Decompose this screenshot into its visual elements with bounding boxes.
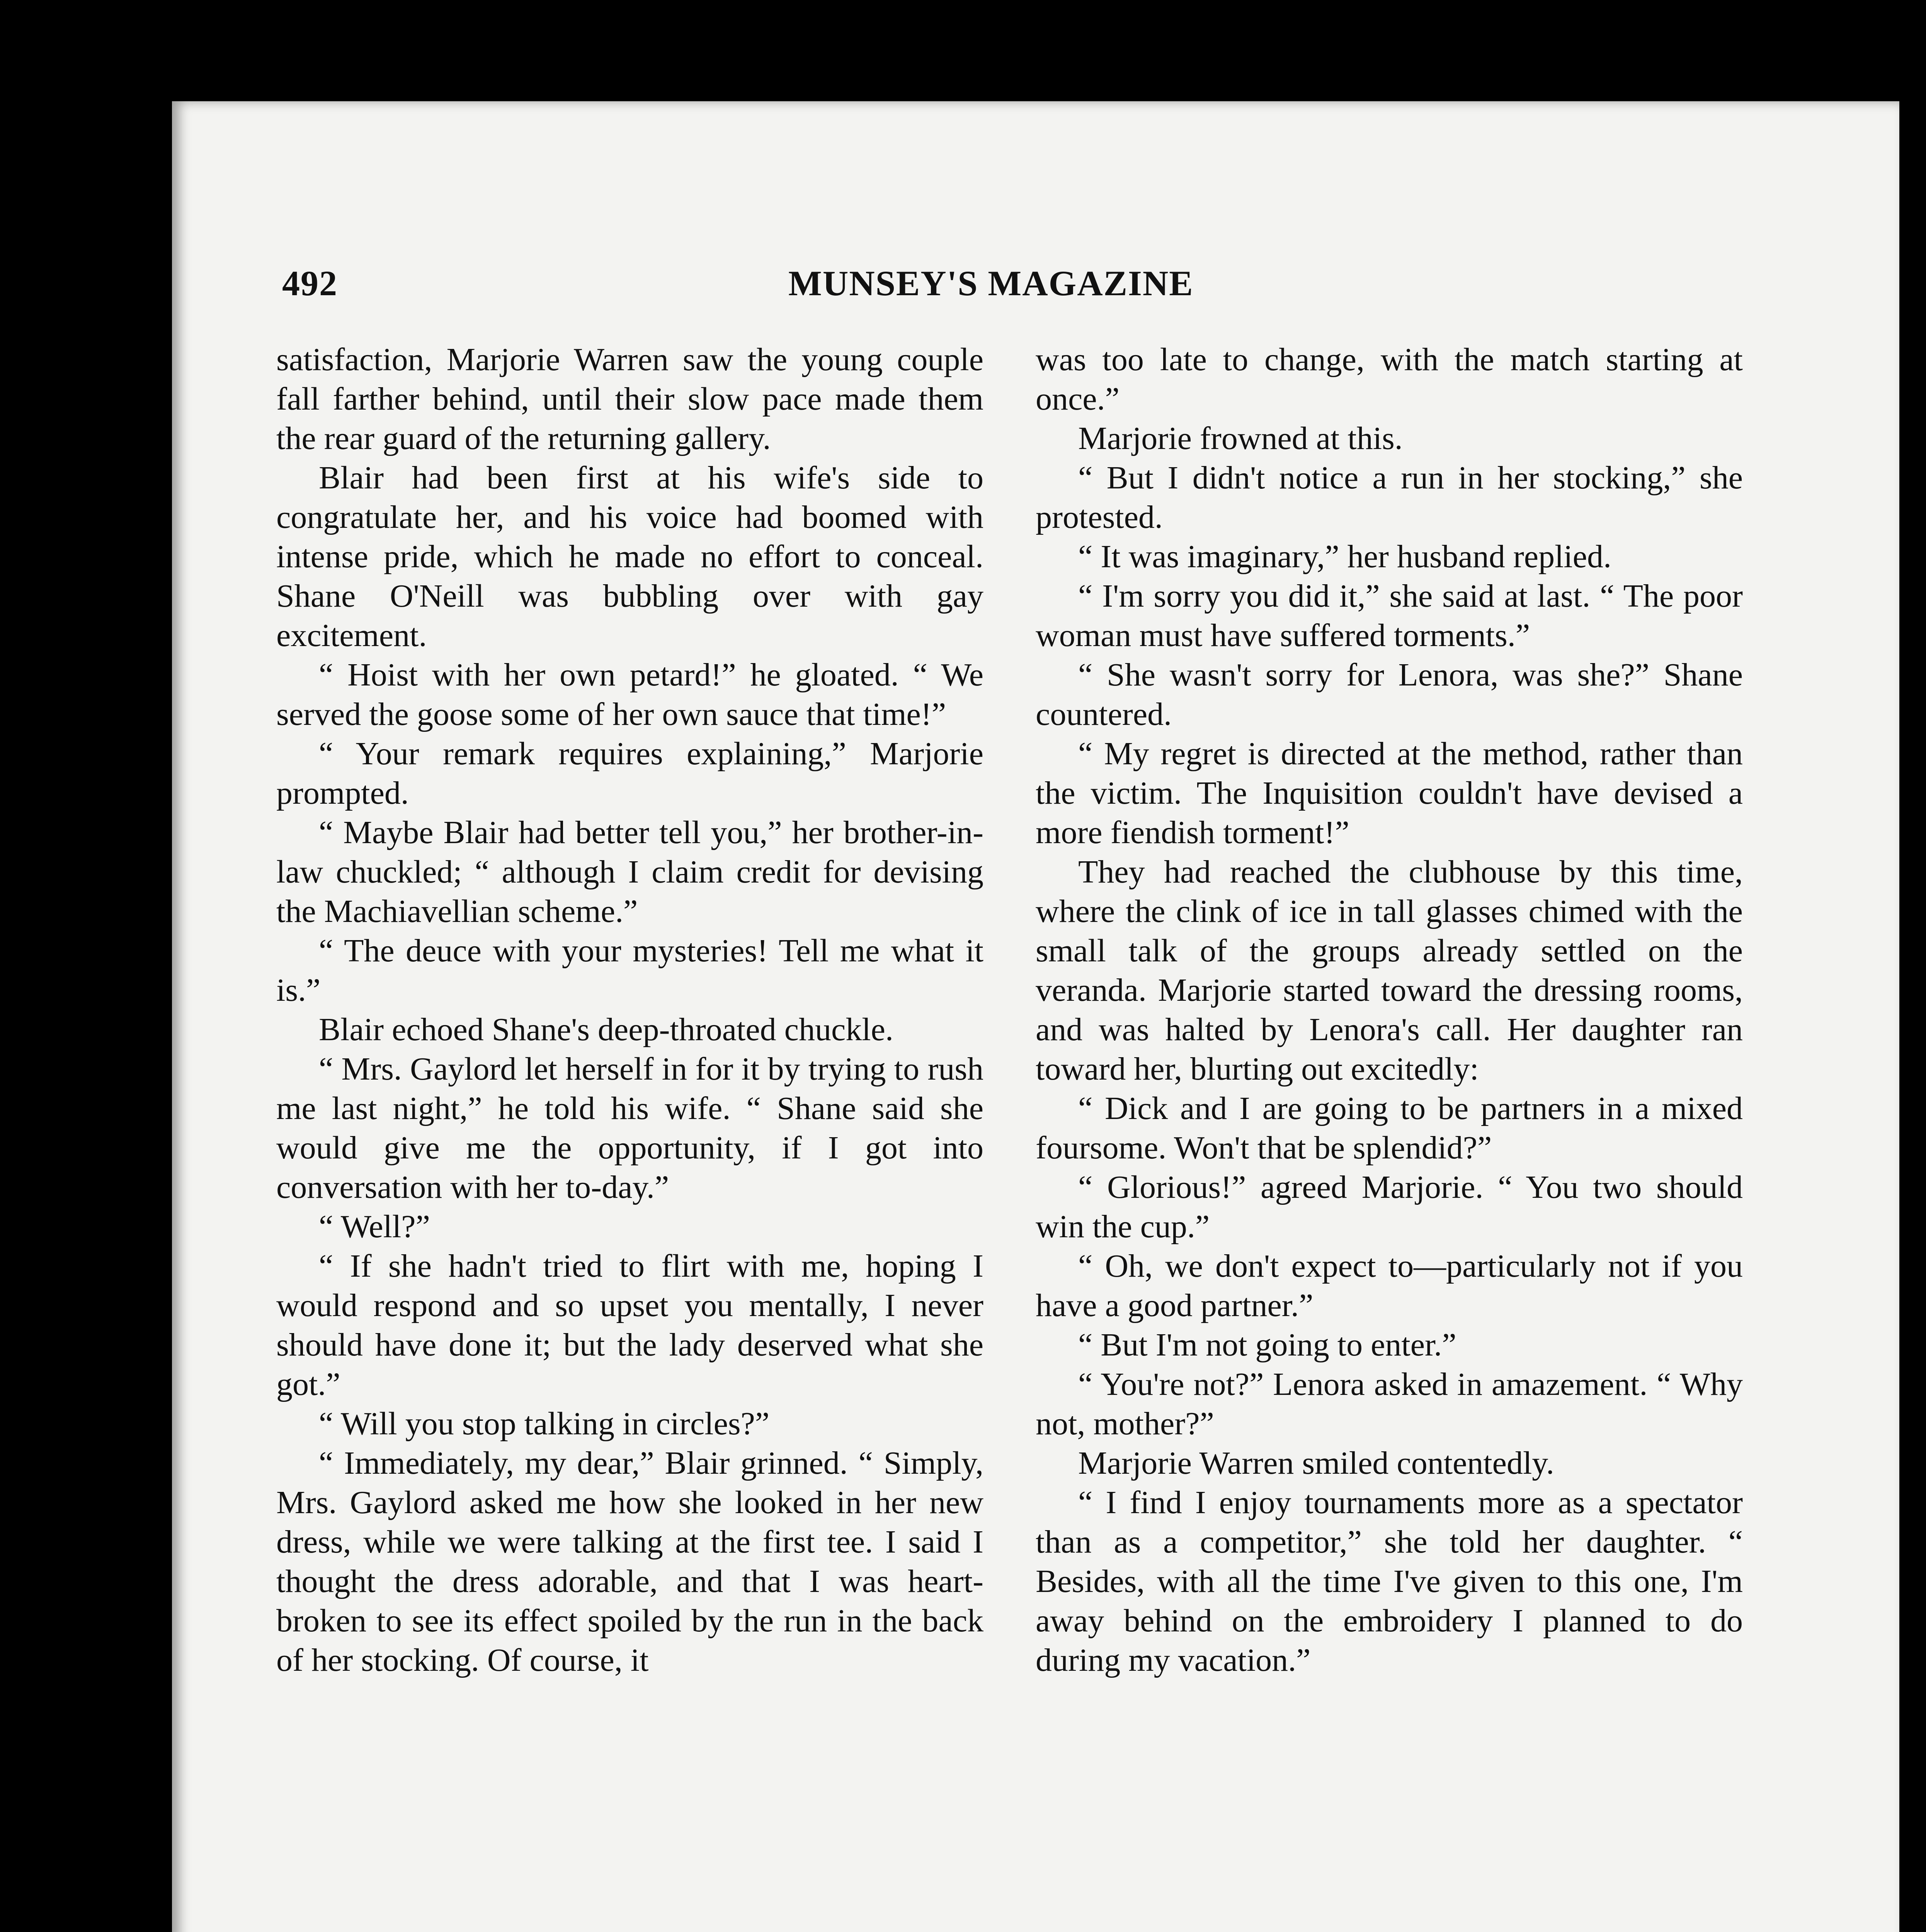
page-number: 492 — [282, 264, 338, 303]
paragraph: Blair echoed Shane's deep-throated chuckle. — [319, 1012, 893, 1048]
paragraph: “ I find I enjoy tournaments more as a spectator than as a competitor,” she told her daughter. “ Besides, with all the time I've given to this one, I'm away behind on the embroidery I planned to do during my vacation.” — [1036, 1485, 1743, 1678]
right-column — [1036, 340, 1743, 1680]
paragraph: “ But I'm not going to enter.” — [1078, 1327, 1456, 1363]
paragraph: They had reached the clubhouse by this time, where the clink of ice in tall glasses chimed with the small talk of the groups already settled on the veranda. Marjorie started toward the dressing rooms, and was halted by Lenora's call. Her daughter ran toward her, blurting out excitedly: — [1036, 854, 1743, 1087]
paragraph: satisfaction, Marjorie Warren saw the young couple fall farther behind, until their slow pace made them the rear guard of the returning gallery. — [276, 342, 983, 456]
paragraph: “ Oh, we don't expect to—particularly not if you have a good partner.” — [1036, 1248, 1743, 1323]
paragraph: “ She wasn't sorry for Lenora, was she?” Shane countered. — [1036, 657, 1743, 732]
paragraph: “ Well?” — [319, 1209, 430, 1245]
paragraph: “ If she hadn't tried to flirt with me, hoping I would respond and so upset you mentally, I never should have done it; but the lady deserved what she got.” — [276, 1248, 983, 1402]
paragraph: “ Dick and I are going to be partners in a mixed foursome. Won't that be splendid?” — [1036, 1090, 1743, 1166]
paragraph: “ Will you stop talking in circles?” — [319, 1406, 770, 1442]
paragraph: “ I'm sorry you did it,” she said at last. “ The poor woman must have suffered torments.” — [1036, 578, 1743, 653]
paragraph: Marjorie Warren smiled contentedly. — [1078, 1445, 1554, 1481]
magazine-title: MUNSEY'S MAGAZINE — [788, 264, 1194, 303]
left-column — [276, 340, 983, 1680]
paragraph: “ Mrs. Gaylord let herself in for it by trying to rush me last night,” he told his wife. “ Shane said she would give me the opportunity, if I got into conversation with her to-day.” — [276, 1051, 983, 1205]
paragraph: “ It was imaginary,” her husband replied. — [1078, 539, 1612, 575]
page-header — [282, 263, 1743, 309]
paragraph: “ The deuce with your mysteries! Tell me what it is.” — [276, 933, 983, 1008]
paragraph: “ You're not?” Lenora asked in amazement. “ Why not, mother?” — [1036, 1366, 1743, 1442]
paragraph: “ Maybe Blair had better tell you,” her brother-in-law chuckled; “ although I claim credit for devising the Machiavellian scheme.” — [276, 815, 983, 929]
paragraph: “ Hoist with her own petard!” he gloated. “ We served the goose some of her own sauce that time!” — [276, 657, 983, 732]
paragraph: “ But I didn't notice a run in her stocking,” she protested. — [1036, 460, 1743, 535]
paragraph: “ Immediately, my dear,” Blair grinned. “ Simply, Mrs. Gaylord asked me how she looked in her new dress, while we were talking at the first tee. I said I thought the dress adorable, and that I was heart-broken to see its effect spoiled by the run in the back of her stocking. Of course, it — [276, 1445, 983, 1678]
paragraph: “ My regret is directed at the method, rather than the victim. The Inquisition couldn't have devised a more fiendish torment!” — [1036, 736, 1743, 850]
paragraph: Marjorie frowned at this. — [1078, 420, 1403, 456]
paragraph: “ Your remark requires explaining,” Marjorie prompted. — [276, 736, 983, 811]
paragraph: was too late to change, with the match starting at once.” — [1036, 342, 1743, 417]
paragraph: Blair had been first at his wife's side to congratulate her, and his voice had boomed with intense pride, which he made no effort to conceal. Shane O'Neill was bubbling over with gay excitement. — [276, 460, 983, 653]
paragraph: “ Glorious!” agreed Marjorie. “ You two should win the cup.” — [1036, 1169, 1743, 1245]
